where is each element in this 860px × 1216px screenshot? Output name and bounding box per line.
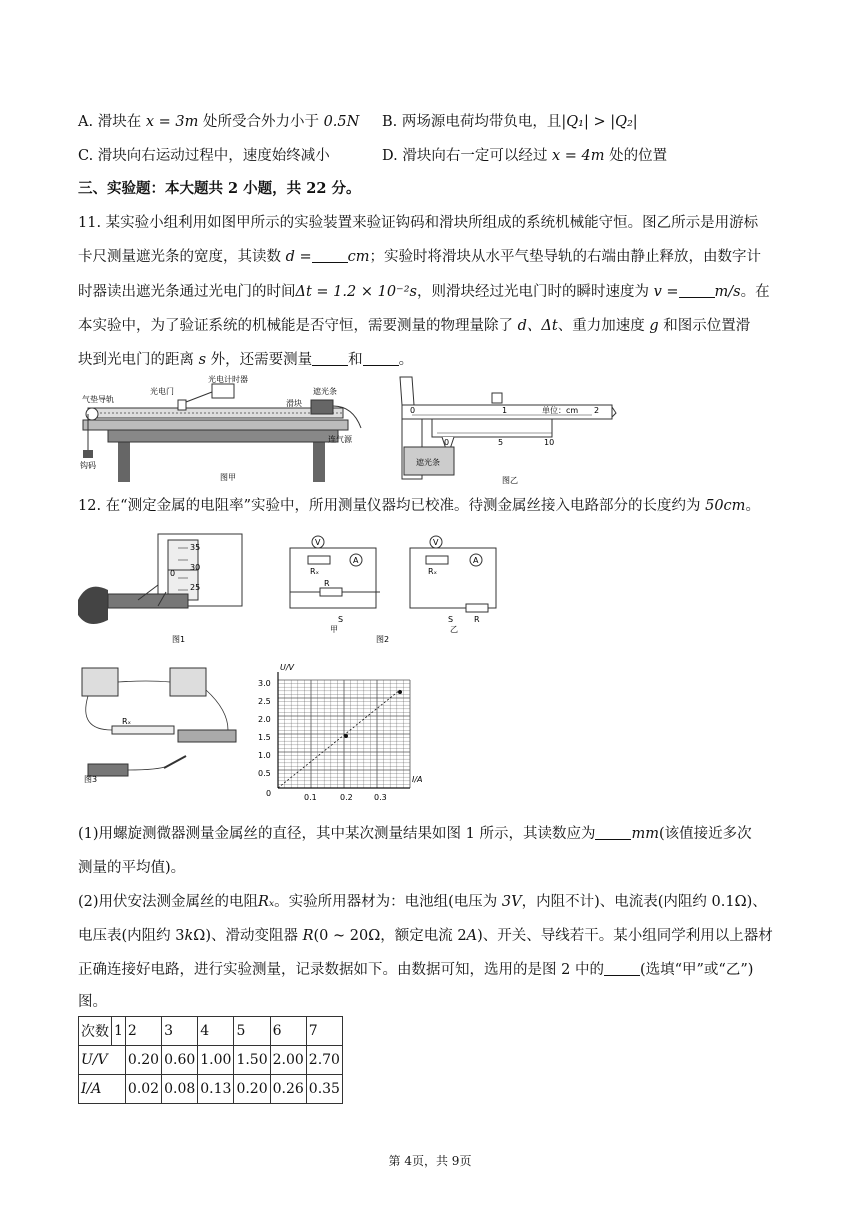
circuit-yi-R: R <box>474 615 480 624</box>
figure-jia-air-track <box>78 372 368 484</box>
ytick-0.5: 0.5 <box>258 769 271 778</box>
caliper-top-2: 2 <box>594 406 600 415</box>
answer-blank-d[interactable] <box>312 248 348 263</box>
table-cell: 0.60 <box>162 1046 198 1075</box>
table-cell: 3 <box>162 1017 198 1046</box>
ytick-1.5: 1.5 <box>258 733 271 742</box>
table-cell: U/V <box>79 1046 126 1075</box>
q12-part2-line4: 图。 <box>78 994 107 1010</box>
q11-line4: 本实验中，为了验证系统的机械能是否守恒，需要测量的物理量除了 d、Δt、重力加速度 g 和图示位置滑 <box>78 318 751 334</box>
caliper-top-1: 1 <box>502 406 508 415</box>
caliper-unit: 单位：cm <box>542 406 579 415</box>
table-cell: 0.02 <box>125 1075 161 1104</box>
figure-3-wiring <box>78 660 248 785</box>
circuit-jia-R: R <box>324 579 330 588</box>
answer-blank-diameter[interactable] <box>595 825 631 840</box>
ytick-2.5: 2.5 <box>258 697 271 706</box>
mic-35: 35 <box>190 543 201 552</box>
caption-fig3: 图3 <box>84 775 98 784</box>
caption-jia: 图甲 <box>220 473 236 482</box>
ytick-0: 0 <box>266 789 272 798</box>
caliper-bottom-0: 0 <box>444 438 450 447</box>
ytick-3.0: 3.0 <box>258 679 271 688</box>
graph-xlabel: I/A <box>412 775 423 784</box>
circuit-jia-label: 甲 <box>330 625 338 634</box>
q12-intro: 12. 在“测定金属的电阻率”实验中，所用测量仪器均已校准。待测金属丝接入电路部分的长度约为 50cm。 <box>78 498 760 514</box>
label-jishiqi: 光电计时器 <box>208 375 248 384</box>
caption-yi: 图乙 <box>502 476 518 485</box>
table-cell: 1.50 <box>234 1046 270 1075</box>
table-cell: I/A <box>79 1075 126 1104</box>
q12-part1-line1: (1)用螺旋测微器测量金属丝的直径，其中某次测量结果如图 1 所示，其读数应为 mm(该值接近多次 <box>78 826 752 842</box>
circuit-jia-S: S <box>338 615 344 624</box>
table-cell: 次数 <box>79 1017 112 1046</box>
fig3-Rx: Rₓ <box>122 717 132 726</box>
label-huakuai: 滑块 <box>286 399 302 408</box>
table-cell: 1 <box>112 1017 126 1046</box>
table-cell: 7 <box>306 1017 342 1046</box>
table-cell: 0.08 <box>162 1075 198 1104</box>
figure-2-circuits <box>280 530 500 646</box>
label-zheguangtiao: 遮光条 <box>313 387 337 396</box>
answer-blank-1[interactable] <box>312 351 348 366</box>
figure-1-micrometer <box>78 530 246 648</box>
label-strip: 遮光条 <box>416 458 440 467</box>
xtick-0.2: 0.2 <box>340 793 353 802</box>
caption-fig1: 图1 <box>172 635 186 644</box>
answer-blank-circuit[interactable] <box>604 961 640 976</box>
circuit-yi-Rx: Rₓ <box>428 567 438 576</box>
table-cell: 2.70 <box>306 1046 342 1075</box>
caption-fig2: 图2 <box>376 635 390 644</box>
table-cell: 0.35 <box>306 1075 342 1104</box>
label-guangdianmen: 光电门 <box>150 387 174 396</box>
data-table <box>78 1016 343 1104</box>
caliper-top-0: 0 <box>410 406 416 415</box>
table-cell: 2.00 <box>270 1046 306 1075</box>
page-footer: 第 4页，共 9页 <box>388 1154 472 1168</box>
mic-25: 25 <box>190 583 201 592</box>
mic-30: 30 <box>190 563 201 572</box>
table-cell: 0.13 <box>198 1075 234 1104</box>
ytick-2.0: 2.0 <box>258 715 271 724</box>
option-d: D. 滑块向右一定可以经过 x = 4m 处的位置 <box>382 148 668 164</box>
q12-part2-line2: 电压表(内阻约 3kΩ)、滑动变阻器 R(0 ~ 20Ω，额定电流 2A)、开关、导线若干。某小组同学利用以上器材 <box>78 928 773 944</box>
label-gouma: 钩码 <box>80 461 96 470</box>
circuit-yi-V: V <box>433 538 439 547</box>
circuit-yi-label: 乙 <box>450 625 458 634</box>
table-cell: 5 <box>234 1017 270 1046</box>
table-cell: 1.00 <box>198 1046 234 1075</box>
table-cell: 0.20 <box>125 1046 161 1075</box>
ytick-1.0: 1.0 <box>258 751 271 760</box>
label-daogui: 气垫导轨 <box>82 395 114 404</box>
q11-line5: 块到光电门的距离 s 外，还需要测量 和 。 <box>78 352 414 368</box>
table-row <box>79 1075 343 1104</box>
table-cell: 2 <box>125 1017 161 1046</box>
caliper-bottom-5: 5 <box>498 438 504 447</box>
option-c: C. 滑块向右运动过程中，速度始终减小 <box>78 148 330 164</box>
table-cell: 4 <box>198 1017 234 1046</box>
xtick-0.1: 0.1 <box>304 793 317 802</box>
table-header-row <box>79 1017 343 1046</box>
graph-ylabel: U/V <box>280 663 295 672</box>
figure-yi-vernier-caliper <box>392 375 617 485</box>
q11-line1: 11. 某实验小组利用如图甲所示的实验装置来验证钩码和滑块所组成的系统机械能守恒。图乙所示是用游标 <box>78 215 759 231</box>
figure-ui-graph <box>250 660 430 805</box>
table-cell: 0.20 <box>234 1075 270 1104</box>
circuit-jia-A: A <box>353 556 359 565</box>
xtick-0.3: 0.3 <box>374 793 387 802</box>
label-qiyuan: 连气源 <box>328 435 352 444</box>
mic-zero: 0 <box>170 569 176 578</box>
table-cell: 0.26 <box>270 1075 306 1104</box>
section-heading: 三、实验题：本大题共 2 小题，共 22 分。 <box>78 180 361 197</box>
q11-line3: 时器读出遮光条通过光电门的时间Δt = 1.2 × 10⁻²s，则滑块经过光电门时的瞬时速度为 v = m/s。在 <box>78 284 770 300</box>
table-row <box>79 1046 343 1075</box>
circuit-yi-A: A <box>473 556 479 565</box>
q12-part2-line3: 正确连接好电路，进行实验测量，记录数据如下。由数据可知，选用的是图 2 中的 (选填“甲”或“乙”) <box>78 962 754 978</box>
q12-part1-line2: 测量的平均值)。 <box>78 860 186 876</box>
circuit-jia-V: V <box>315 538 321 547</box>
answer-blank-v[interactable] <box>679 283 715 298</box>
circuit-jia-Rx: Rₓ <box>310 567 320 576</box>
q11-line2: 卡尺测量遮光条的宽度，其读数 d = cm；实验时将滑块从水平气垫导轨的右端由静止释放，由数字计 <box>78 249 762 265</box>
option-b: B. 两场源电荷均带负电，且|Q₁| > |Q₂| <box>382 114 638 130</box>
table-cell: 6 <box>270 1017 306 1046</box>
option-a: A. 滑块在 x = 3m 处所受合外力小于 0.5N <box>78 114 360 130</box>
circuit-yi-S: S <box>448 615 454 624</box>
caliper-bottom-10: 10 <box>544 438 555 447</box>
answer-blank-2[interactable] <box>363 351 399 366</box>
q12-part2-line1: (2)用伏安法测金属丝的电阻Rₓ。实验所用器材为：电池组(电压为 3V，内阻不计)、电流表(内阻约 0.1Ω)、 <box>78 894 767 910</box>
